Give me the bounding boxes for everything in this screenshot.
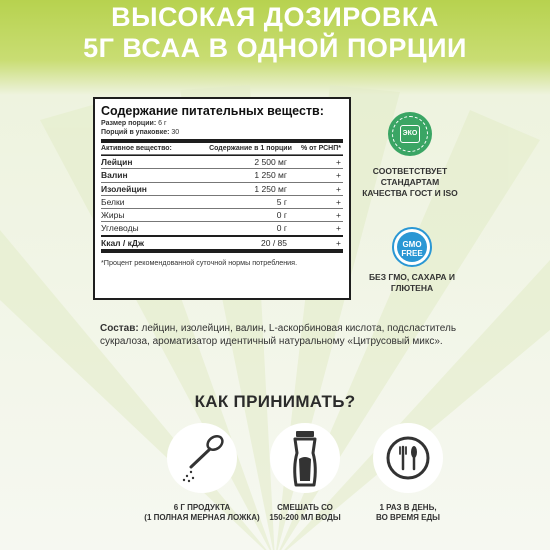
- step-line-1: 6 Г ПРОДУКТА: [173, 503, 231, 512]
- row-amount: 0 г: [276, 223, 287, 234]
- row-name: Жиры: [101, 210, 125, 221]
- energy-pct: +: [336, 237, 341, 248]
- table-header: [101, 143, 343, 155]
- step-label: [343, 503, 473, 523]
- energy-row: [101, 235, 343, 249]
- headline-line-1: ВЫСОКАЯ ДОЗИРОВКА: [111, 2, 439, 32]
- row-pct: +: [336, 210, 341, 221]
- spoon-icon: [167, 423, 237, 493]
- step-line-2: 150-200 МЛ ВОДЫ: [269, 513, 341, 522]
- shaker-icon: [270, 423, 340, 493]
- portions-label: Порций в упаковке:: [101, 129, 170, 136]
- step-line-1: 1 РАЗ В ДЕНЬ,: [379, 503, 437, 512]
- step-circle: [373, 423, 443, 493]
- column-amount: Содержание в 1 порции: [209, 145, 292, 152]
- row-amount: 2 500 мг: [254, 157, 287, 167]
- rda-footnote: *Процент рекомендованной суточной нормы потребления.: [101, 249, 343, 268]
- table-row: [101, 169, 343, 182]
- plate-cutlery-icon: [373, 423, 443, 493]
- composition-text: лейцин, изолейцин, валин, L-аскорбиновая кислота, подсластитель сукралоза, ароматизатор идентичный натуральному «Цитрусовый микс».: [100, 323, 457, 347]
- portions-per-pack: [101, 128, 343, 137]
- how-to-title: КАК ПРИНИМАТЬ?: [194, 392, 356, 411]
- column-rda: % от РСНП*: [300, 145, 341, 152]
- eco-caption: СООТВЕТСТВУЕТ СТАНДАРТАМ КАЧЕСТВА ГОСТ И ISO: [362, 166, 458, 198]
- row-name: Валин: [101, 170, 128, 181]
- row-pct: +: [336, 183, 341, 194]
- row-pct: +: [336, 223, 341, 234]
- row-amount: 1 250 мг: [254, 170, 287, 181]
- headline: [0, 0, 550, 70]
- portions-value: 30: [171, 129, 180, 136]
- composition-label: Состав:: [100, 323, 139, 334]
- row-amount: 1 250 мг: [254, 183, 287, 194]
- step-line-2: (1 ПОЛНАЯ МЕРНАЯ ЛОЖКА): [144, 513, 260, 522]
- nutrition-title: Содержание питательных веществ:: [101, 104, 324, 118]
- step-line-1: СМЕШАТЬ СО: [277, 503, 333, 512]
- composition: [100, 322, 460, 348]
- row-pct: +: [336, 196, 341, 207]
- row-name: Белки: [101, 196, 125, 207]
- row-name: Изолейцин: [101, 183, 147, 194]
- serving-size-value: 6 г: [158, 120, 167, 127]
- energy-amount: 20 / 85: [261, 237, 287, 248]
- step-circle: [167, 423, 237, 493]
- row-pct: +: [336, 157, 341, 167]
- nutrition-facts-panel: [93, 97, 351, 300]
- row-amount: 0 г: [276, 210, 287, 221]
- step-line-2: ВО ВРЕМЯ ЕДЫ: [376, 513, 440, 522]
- table-row: [101, 183, 343, 196]
- column-substance: Активное вещество:: [101, 145, 172, 152]
- serving-size: [101, 119, 343, 128]
- eco-leaf-icon: ЭКО: [400, 125, 420, 143]
- table-row: [101, 156, 343, 169]
- gmo-line-1: GMO: [402, 240, 422, 249]
- gmo-line-2: FREE: [401, 249, 423, 258]
- headline-line-2: 5Г ВСАА В ОДНОЙ ПОРЦИИ: [83, 33, 467, 63]
- row-name: Углеводы: [101, 223, 139, 234]
- eco-badge: [388, 112, 432, 156]
- table-row: [101, 222, 343, 234]
- table-row: [101, 209, 343, 222]
- gmo-caption: БЕЗ ГМО, САХАРА И ГЛЮТЕНА: [368, 272, 456, 293]
- step-schedule: [343, 423, 473, 523]
- gmo-free-badge: [397, 232, 427, 262]
- row-name: Лейцин: [101, 157, 133, 167]
- step-circle: [270, 423, 340, 493]
- row-amount: 5 г: [276, 196, 287, 207]
- energy-name: Ккал / кДж: [101, 237, 144, 248]
- gmo-free-icon: [392, 227, 432, 267]
- serving-size-label: Размер порции:: [101, 120, 157, 127]
- table-row: [101, 196, 343, 209]
- row-pct: +: [336, 170, 341, 181]
